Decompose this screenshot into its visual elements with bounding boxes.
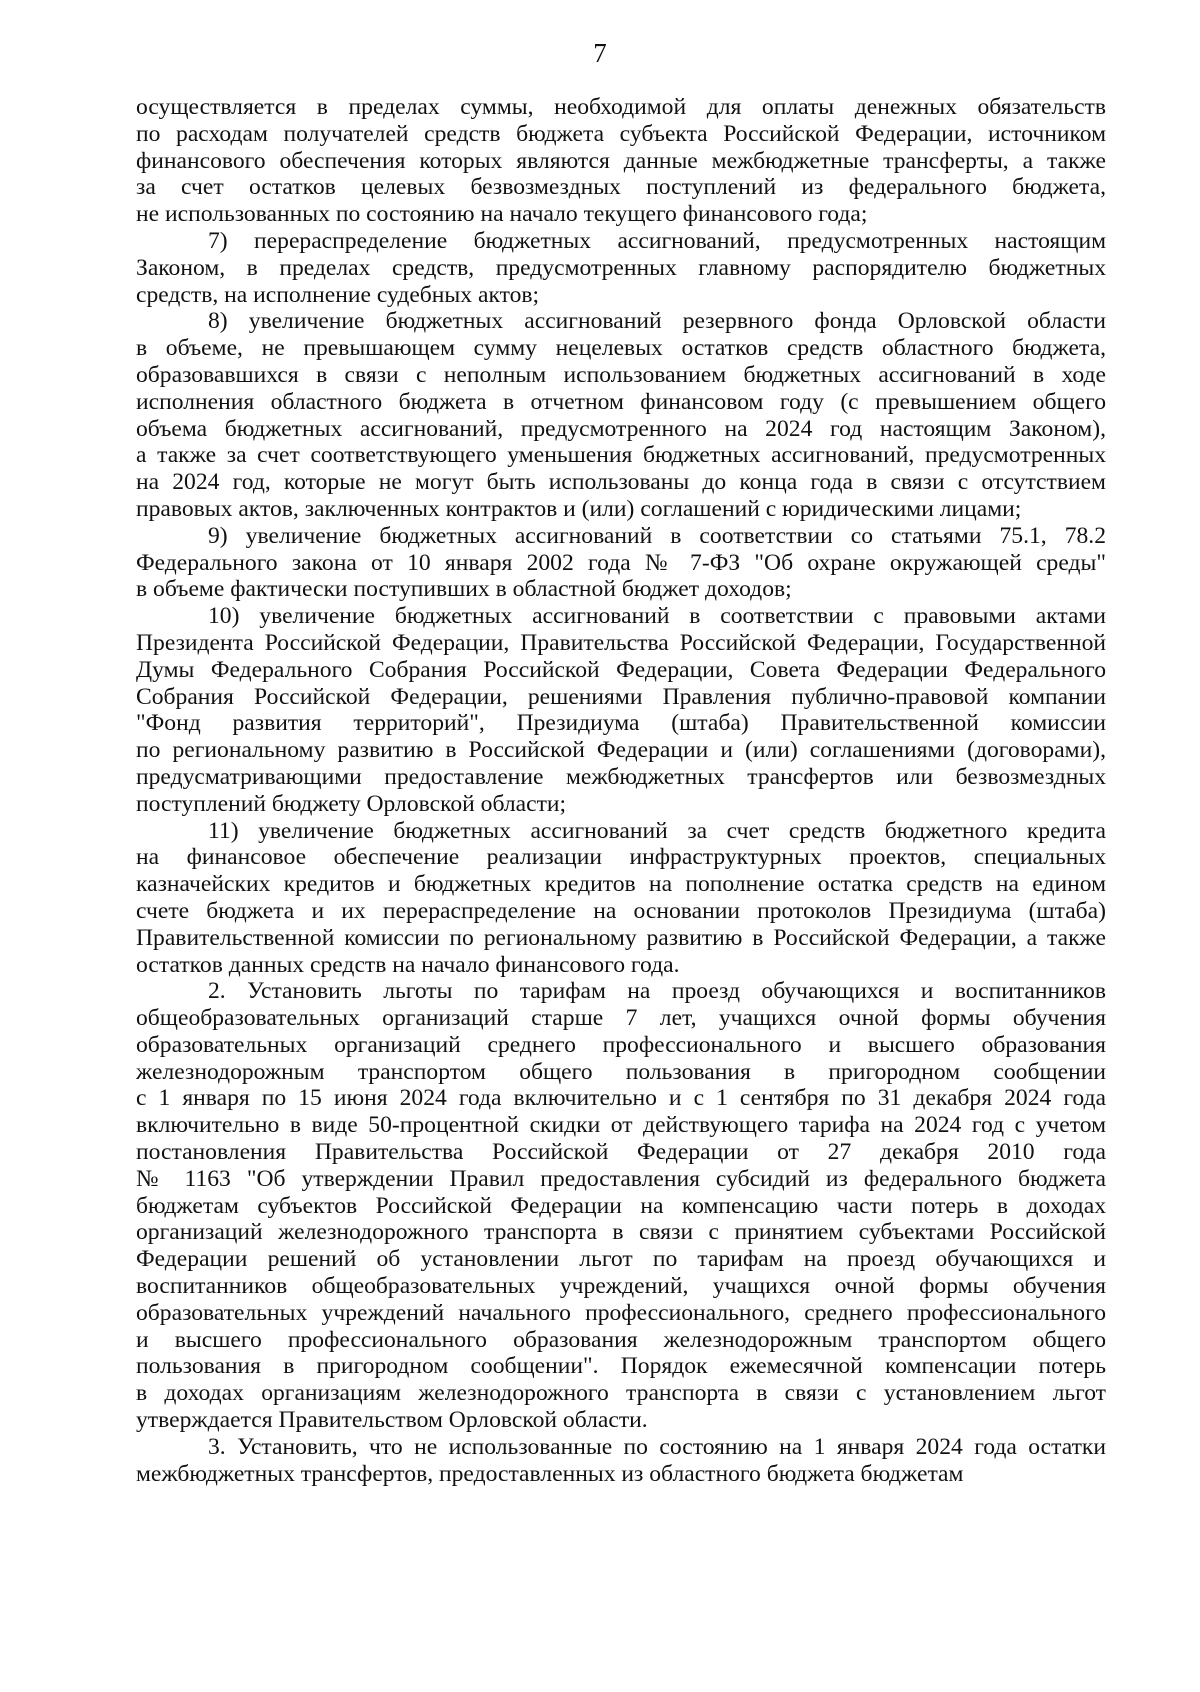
text-line: 7) перераспределение бюджетных ассигнований, предусмотренных настоящим (208, 227, 1106, 254)
text-line: 2. Установить льготы по тарифам на проезд обучающихся и воспитанников (208, 978, 1106, 1005)
text-line: организаций железнодорожного транспорта в связи с принятием субъектами Российской (136, 1219, 1106, 1246)
text-line: 3. Установить, что не использованные по состоянию на 1 января 2024 года остатки (208, 1433, 1106, 1460)
paragraph (136, 523, 1106, 603)
text-line: поступлений бюджету Орловской области; (136, 790, 567, 817)
text-line: не использованных по состоянию на начало текущего финансового года; (136, 201, 868, 228)
text-line: с 1 января по 15 июня 2024 года включительно и с 1 сентября по 31 декабря 2024 года (136, 1085, 1106, 1112)
text-line: Федерального закона от 10 января 2002 года № 7-ФЗ "Об охране окружающей среды" (136, 549, 1106, 576)
text-line: образовательных организаций среднего профессионального и высшего образования (136, 1031, 1106, 1058)
text-line: казначейских кредитов и бюджетных кредитов на пополнение остатка средств на едином (136, 871, 1106, 898)
paragraph (136, 1434, 1106, 1488)
text-line: на 2024 год, которые не могут быть использованы до конца года в связи с отсутствием (136, 469, 1106, 496)
text-line: 9) увеличение бюджетных ассигнований в соответствии со статьями 75.1, 78.2 (208, 522, 1106, 549)
text-line: бюджетам субъектов Российской Федерации на компенсацию части потерь в доходах (136, 1192, 1106, 1219)
text-line: пользования в пригородном сообщении". Порядок ежемесячной компенсации потерь (136, 1353, 1106, 1380)
paragraph (136, 603, 1106, 817)
text-line: воспитанников общеобразовательных учреждений, учащихся очной формы обучения (136, 1273, 1106, 1300)
text-line: в объеме, не превышающем сумму нецелевых остатков средств областного бюджета, (136, 335, 1106, 362)
text-line: включительно в виде 50-процентной скидки от действующего тарифа на 2024 год с учетом (136, 1112, 1106, 1139)
text-line: утверждается Правительством Орловской области. (136, 1407, 648, 1434)
paragraph (136, 978, 1106, 1434)
text-line: Собрания Российской Федерации, решениями Правления публично-правовой компании (136, 683, 1106, 710)
paragraph (136, 94, 1106, 228)
text-line: в доходах организациям железнодорожного транспорта в связи с установлением льгот (136, 1380, 1106, 1407)
text-line: Думы Федерального Собрания Российской Федерации, Совета Федерации Федерального (136, 656, 1106, 683)
paragraph (136, 228, 1106, 308)
text-line: Законом, в пределах средств, предусмотренных главному распорядителю бюджетных (136, 254, 1106, 281)
text-line: на финансовое обеспечение реализации инфраструктурных проектов, специальных (136, 844, 1106, 871)
text-line: образовательных учреждений начального профессионального, среднего профессионального (136, 1299, 1106, 1326)
text-line: в объеме фактически поступивших в областной бюджет доходов; (136, 576, 792, 603)
text-line: а также за счет соответствующего уменьшения бюджетных ассигнований, предусмотренных (136, 442, 1106, 469)
text-line: № 1163 "Об утверждении Правил предоставления субсидий из федерального бюджета (136, 1165, 1106, 1192)
text-line: образовавшихся в связи с неполным использованием бюджетных ассигнований в ходе (136, 361, 1106, 388)
text-line: 11) увеличение бюджетных ассигнований за счет средств бюджетного кредита (208, 817, 1106, 844)
text-line: постановления Правительства Российской Федерации от 27 декабря 2010 года (136, 1139, 1106, 1166)
text-line: "Фонд развития территорий", Президиума (штаба) Правительственной комиссии (136, 710, 1106, 737)
paragraph (136, 308, 1106, 522)
text-line: осуществляется в пределах суммы, необходимой для оплаты денежных обязательств (136, 94, 1106, 120)
text-line: финансового обеспечения которых являются данные межбюджетные трансферты, а также (136, 147, 1106, 174)
text-line: Федерации решений об установлении льгот по тарифам на проезд обучающихся и (136, 1246, 1106, 1273)
text-line: предусматривающими предоставление межбюджетных трансфертов или безвозмездных (136, 763, 1106, 790)
text-line: и высшего профессионального образования железнодорожным транспортом общего (136, 1326, 1106, 1353)
text-line: по региональному развитию в Российской Федерации и (или) соглашениями (договорами), (136, 737, 1106, 764)
text-line: исполнения областного бюджета в отчетном финансовом году (с превышением общего (136, 388, 1106, 415)
text-line: средств, на исполнение судебных актов; (136, 281, 540, 308)
document-body (136, 94, 1106, 1487)
text-line: 8) увеличение бюджетных ассигнований резервного фонда Орловской области (208, 308, 1106, 335)
text-line: по расходам получателей средств бюджета субъекта Российской Федерации, источником (136, 120, 1106, 147)
text-line: 10) увеличение бюджетных ассигнований в соответствии с правовыми актами (208, 603, 1106, 630)
text-line: правовых актов, заключенных контрактов и (или) соглашений с юридическими лицами; (136, 495, 1022, 522)
page-number: 7 (593, 38, 607, 68)
text-line: Правительственной комиссии по региональному развитию в Российской Федерации, а также (136, 924, 1106, 951)
text-line: железнодорожным транспортом общего пользования в пригородном сообщении (136, 1058, 1106, 1085)
text-line: межбюджетных трансфертов, предоставленных из областного бюджета бюджетам (136, 1460, 964, 1487)
text-line: Президента Российской Федерации, Правительства Российской Федерации, Государственной (136, 629, 1106, 656)
paragraph (136, 818, 1106, 979)
text-line: остатков данных средств на начало финансового года. (136, 951, 680, 978)
text-line: счете бюджета и их перераспределение на основании протоколов Президиума (штаба) (136, 897, 1106, 924)
text-line: общеобразовательных организаций старше 7 лет, учащихся очной формы обучения (136, 1005, 1106, 1032)
text-line: за счет остатков целевых безвозмездных поступлений из федерального бюджета, (136, 174, 1106, 201)
text-line: объема бюджетных ассигнований, предусмотренного на 2024 год настоящим Законом), (136, 415, 1106, 442)
